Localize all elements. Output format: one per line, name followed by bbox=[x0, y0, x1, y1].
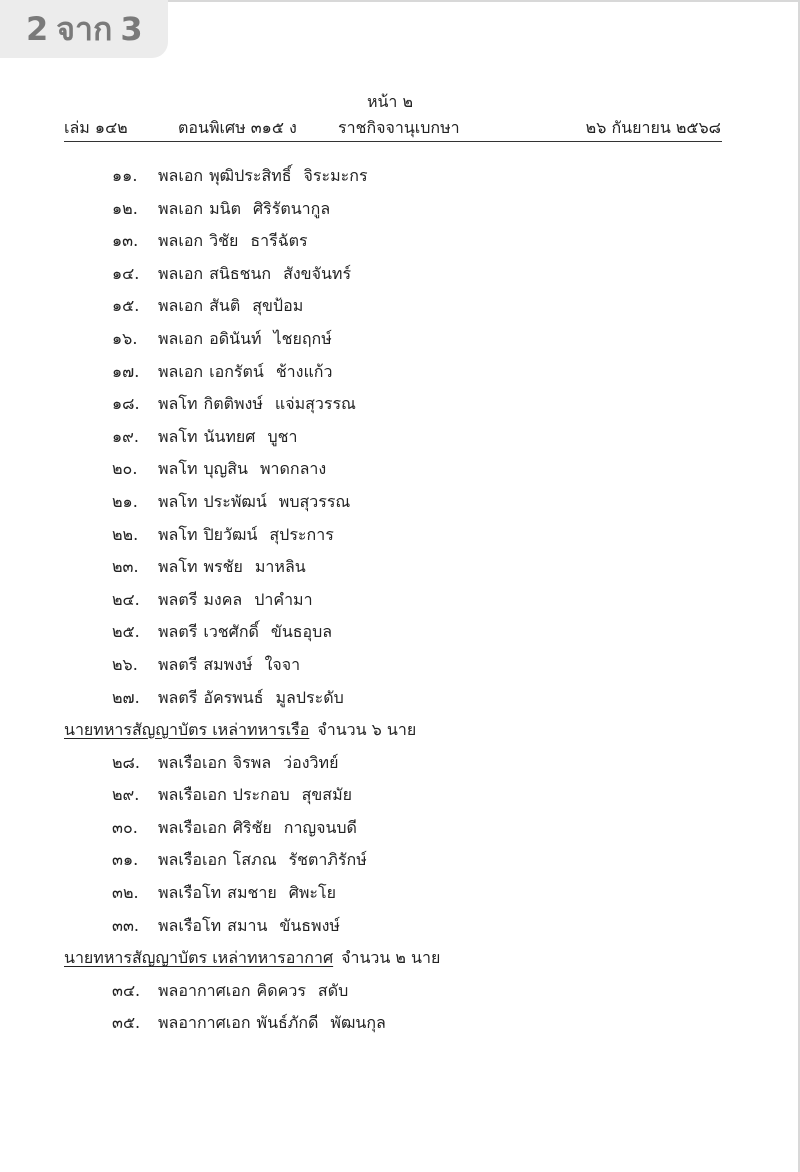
item-rank: พลโท bbox=[158, 491, 198, 511]
list-item bbox=[0, 1007, 800, 1040]
item-family-name: ศิริรัตนากูล bbox=[253, 198, 331, 218]
item-name bbox=[158, 421, 297, 454]
header-divider bbox=[64, 141, 722, 142]
item-name bbox=[158, 844, 367, 877]
item-given-name: ประกอบ bbox=[232, 785, 290, 805]
item-name bbox=[158, 877, 336, 910]
item-rank: พลโท bbox=[158, 524, 198, 544]
page-current: 2 bbox=[26, 10, 49, 48]
item-given-name: สนิธชนก bbox=[209, 263, 272, 283]
item-number: ๑๙. bbox=[112, 426, 139, 446]
item-given-name: สมาน bbox=[227, 915, 268, 935]
list-item bbox=[0, 388, 800, 421]
item-rank: พลอากาศเอก bbox=[158, 1013, 251, 1033]
item-name bbox=[158, 682, 344, 715]
page-total: 3 bbox=[120, 10, 143, 48]
item-name bbox=[158, 975, 348, 1008]
item-family-name: พบสุวรรณ bbox=[278, 491, 351, 511]
item-rank: พลตรี bbox=[158, 589, 198, 609]
list-item bbox=[0, 682, 800, 715]
item-rank: พลตรี bbox=[158, 654, 198, 674]
item-rank: พลเรือเอก bbox=[158, 850, 227, 870]
item-given-name: พันธ์ภักดี bbox=[256, 1013, 319, 1033]
header-publication: ราชกิจจานุเบกษา bbox=[338, 118, 460, 137]
item-given-name: จิรพล bbox=[232, 752, 272, 772]
item-given-name: พรชัย bbox=[203, 557, 243, 577]
item-family-name: ขันธพงษ์ bbox=[279, 915, 340, 935]
item-rank: พลเรือโท bbox=[158, 915, 222, 935]
list-item bbox=[0, 747, 800, 780]
list-item bbox=[0, 323, 800, 356]
item-given-name: อัครพนธ์ bbox=[203, 687, 264, 707]
list-item bbox=[0, 910, 800, 943]
item-given-name: ปิยวัฒน์ bbox=[203, 524, 258, 544]
item-number: ๒๓. bbox=[112, 557, 139, 577]
section-heading bbox=[0, 942, 800, 975]
item-family-name: กาญจนบดี bbox=[283, 817, 357, 837]
item-rank: พลอากาศเอก bbox=[158, 980, 251, 1000]
item-name bbox=[158, 747, 338, 780]
item-name bbox=[158, 616, 332, 649]
item-name bbox=[158, 812, 357, 845]
list-item bbox=[0, 225, 800, 258]
item-given-name: นันทยศ bbox=[203, 426, 256, 446]
item-number: ๑๘. bbox=[112, 394, 140, 414]
item-name bbox=[158, 779, 352, 812]
item-number: ๓๑. bbox=[112, 850, 139, 870]
item-name bbox=[158, 910, 340, 943]
list-item bbox=[0, 258, 800, 291]
item-rank: พลเรือเอก bbox=[158, 817, 227, 837]
item-family-name: พาดกลาง bbox=[260, 459, 327, 479]
page-number-label: หน้า ๒ bbox=[366, 92, 414, 111]
document-header bbox=[64, 116, 721, 140]
item-number: ๑๑. bbox=[112, 166, 138, 185]
item-number: ๒๑. bbox=[112, 491, 138, 511]
item-rank: พลเรือเอก bbox=[158, 785, 227, 805]
item-rank: พลโท bbox=[158, 557, 198, 577]
item-number: ๒๕. bbox=[112, 622, 140, 642]
name-list bbox=[0, 160, 800, 1040]
item-number: ๒๒. bbox=[112, 524, 139, 544]
item-number: ๓๕. bbox=[112, 1013, 141, 1033]
item-family-name: ธารีฉัตร bbox=[250, 231, 308, 251]
item-family-name: จิระมะกร bbox=[303, 166, 368, 185]
header-volume: เล่ม ๑๔๒ bbox=[64, 118, 128, 137]
list-item bbox=[0, 519, 800, 552]
item-family-name: ใจจา bbox=[264, 654, 301, 674]
list-item bbox=[0, 975, 800, 1008]
item-given-name: ศิริชัย bbox=[232, 817, 272, 837]
item-number: ๑๖. bbox=[112, 328, 138, 348]
section-heading-title: นายทหารสัญญาบัตร เหล่าทหารเรือ bbox=[64, 720, 310, 740]
item-given-name: มงคล bbox=[203, 589, 243, 609]
item-given-name: อดินันท์ bbox=[209, 328, 262, 348]
list-item bbox=[0, 290, 800, 323]
item-number: ๓๐. bbox=[112, 817, 138, 837]
item-given-name: สมชาย bbox=[227, 883, 277, 903]
item-number: ๓๒. bbox=[112, 883, 139, 903]
item-given-name: คิดควร bbox=[256, 980, 306, 1000]
item-number: ๑๔. bbox=[112, 263, 140, 283]
item-family-name: สุขป้อม bbox=[252, 296, 304, 316]
list-item bbox=[0, 844, 800, 877]
item-family-name: สุขสมัย bbox=[301, 785, 352, 805]
item-given-name: พุฒิประสิทธิ์ bbox=[209, 166, 292, 185]
item-family-name: ขันธอุบล bbox=[270, 622, 333, 642]
item-rank: พลโท bbox=[158, 459, 198, 479]
item-family-name: ปาคำมา bbox=[254, 589, 313, 609]
item-given-name: ประพัฒน์ bbox=[203, 491, 267, 511]
item-family-name: สังขจันทร์ bbox=[283, 263, 352, 283]
item-family-name: มูลประดับ bbox=[275, 687, 344, 707]
item-given-name: สมพงษ์ bbox=[203, 654, 253, 674]
item-number: ๑๗. bbox=[112, 361, 140, 381]
section-heading-count: จำนวน ๒ นาย bbox=[341, 948, 441, 968]
item-family-name: ไชยฤกษ์ bbox=[273, 328, 332, 348]
list-item bbox=[0, 453, 800, 486]
item-name bbox=[158, 649, 300, 682]
list-item bbox=[0, 877, 800, 910]
list-item bbox=[0, 356, 800, 389]
item-rank: พลเอก bbox=[158, 263, 204, 283]
list-item bbox=[0, 616, 800, 649]
item-name bbox=[158, 290, 303, 323]
item-name bbox=[158, 356, 332, 389]
item-given-name: เอกรัตน์ bbox=[209, 361, 264, 381]
item-family-name: บูชา bbox=[267, 426, 298, 446]
list-item bbox=[0, 193, 800, 226]
item-name bbox=[158, 388, 356, 421]
item-family-name: มาหลิน bbox=[254, 557, 306, 577]
item-given-name: โสภณ bbox=[232, 850, 277, 870]
item-number: ๒๐. bbox=[112, 459, 138, 479]
item-number: ๑๓. bbox=[112, 231, 139, 251]
item-family-name: แจ่มสุวรรณ bbox=[274, 394, 356, 414]
item-name bbox=[158, 1007, 386, 1040]
item-rank: พลเอก bbox=[158, 361, 204, 381]
item-family-name: พัฒนกุล bbox=[330, 1013, 386, 1033]
item-number: ๑๕. bbox=[112, 296, 140, 316]
item-name bbox=[158, 323, 332, 356]
item-number: ๓๔. bbox=[112, 980, 141, 1000]
item-name bbox=[158, 519, 334, 552]
item-name bbox=[158, 193, 330, 226]
item-rank: พลเอก bbox=[158, 231, 204, 251]
list-item bbox=[0, 649, 800, 682]
section-heading bbox=[0, 714, 800, 747]
header-section: ตอนพิเศษ ๓๑๕ ง bbox=[178, 118, 297, 137]
item-rank: พลเรือเอก bbox=[158, 752, 227, 772]
section-heading-count: จำนวน ๖ นาย bbox=[317, 720, 417, 740]
item-name bbox=[158, 486, 350, 519]
page-indicator bbox=[0, 0, 168, 58]
item-family-name: สดับ bbox=[317, 980, 349, 1000]
item-rank: พลเอก bbox=[158, 328, 204, 348]
item-family-name: ช้างแก้ว bbox=[275, 361, 333, 381]
list-item bbox=[0, 812, 800, 845]
item-family-name: สุประการ bbox=[269, 524, 334, 544]
item-rank: พลโท bbox=[158, 426, 198, 446]
section-heading-text bbox=[64, 714, 416, 747]
item-number: ๓๓. bbox=[112, 915, 139, 935]
item-number: ๑๒. bbox=[112, 198, 138, 218]
item-rank: พลตรี bbox=[158, 622, 198, 642]
viewer-top-edge bbox=[168, 0, 800, 2]
item-number: ๒๘. bbox=[112, 752, 140, 772]
item-rank: พลตรี bbox=[158, 687, 198, 707]
item-rank: พลเรือโท bbox=[158, 883, 222, 903]
section-heading-text bbox=[64, 942, 440, 975]
item-family-name: รัชตาภิรักษ์ bbox=[288, 850, 367, 870]
item-name bbox=[158, 551, 306, 584]
item-name bbox=[158, 453, 326, 486]
list-item bbox=[0, 421, 800, 454]
item-rank: พลโท bbox=[158, 394, 198, 414]
item-name bbox=[158, 160, 368, 193]
item-number: ๒๔. bbox=[112, 589, 140, 609]
list-item bbox=[0, 584, 800, 617]
item-number: ๒๖. bbox=[112, 654, 138, 674]
item-given-name: สันติ bbox=[209, 296, 241, 316]
list-item bbox=[0, 486, 800, 519]
item-given-name: บุญสิน bbox=[203, 459, 248, 479]
item-rank: พลเอก bbox=[158, 166, 204, 185]
item-number: ๒๙. bbox=[112, 785, 140, 805]
item-given-name: กิตติพงษ์ bbox=[203, 394, 263, 414]
item-family-name: ศิพะโย bbox=[288, 883, 336, 903]
item-name bbox=[158, 584, 313, 617]
section-heading-title: นายทหารสัญญาบัตร เหล่าทหารอากาศ bbox=[64, 948, 334, 968]
item-given-name: เวชศักดิ์ bbox=[203, 622, 259, 642]
page-separator: จาก bbox=[56, 9, 113, 48]
item-name bbox=[158, 258, 351, 291]
item-given-name: วิชัย bbox=[209, 231, 239, 251]
item-name bbox=[158, 225, 308, 258]
item-number: ๒๗. bbox=[112, 687, 140, 707]
header-date: ๒๖ กันยายน ๒๕๖๘ bbox=[585, 118, 721, 137]
item-family-name: ว่องวิทย์ bbox=[283, 752, 339, 772]
list-item bbox=[0, 160, 800, 193]
item-rank: พลเอก bbox=[158, 296, 204, 316]
list-item bbox=[0, 551, 800, 584]
item-given-name: มนิต bbox=[209, 198, 241, 218]
list-item bbox=[0, 779, 800, 812]
item-rank: พลเอก bbox=[158, 198, 204, 218]
